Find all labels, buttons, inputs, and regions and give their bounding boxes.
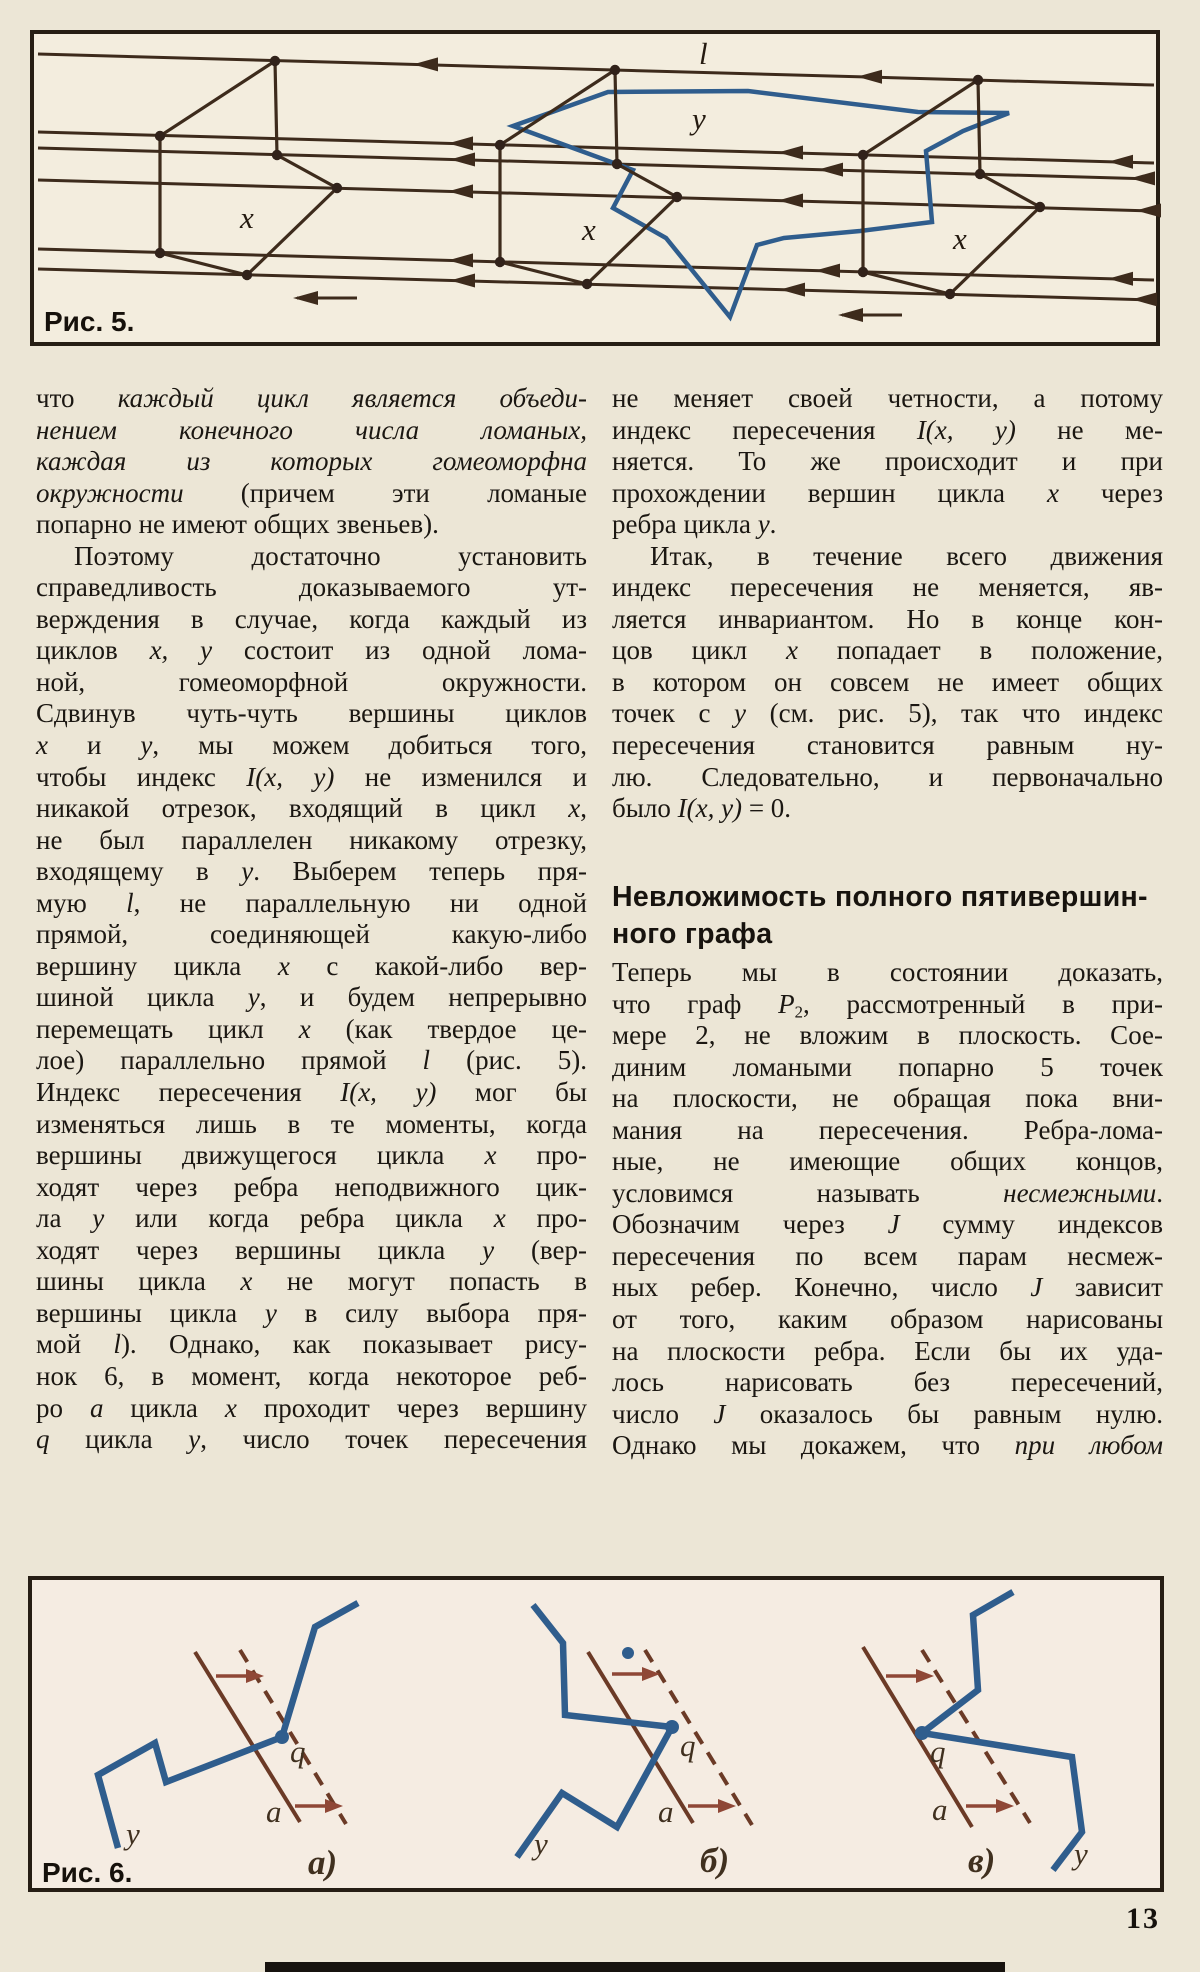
text-line: мой l). Однако, как показывает рису- xyxy=(36,1329,587,1360)
text-line: что каждый цикл является объеди- xyxy=(36,383,587,413)
text-line: лю. Следовательно, и первоначально xyxy=(612,761,1163,792)
right-text-column-bottom xyxy=(612,957,1163,1462)
label-x: x xyxy=(240,200,254,235)
text-line: никакой отрезок, входящий в цикл x, xyxy=(36,793,587,824)
text-line: цов цикл x попадает в положение, xyxy=(612,635,1163,666)
text-line: прохождении вершин цикла x через xyxy=(612,477,1163,508)
vertex-q-dot xyxy=(665,1720,679,1734)
text-line: Итак, в течение всего движения xyxy=(650,540,1163,571)
panel-label: б) xyxy=(700,1841,730,1880)
text-line: верждения в случае, когда каждый из xyxy=(36,603,587,634)
text-line: мере 2, не вложим в плоскость. Сое- xyxy=(612,1020,1163,1051)
text-line: нением конечного числа ломаных, xyxy=(36,414,587,445)
text-line: диним ломаными попарно 5 точек xyxy=(612,1051,1163,1082)
label-y: y xyxy=(692,101,706,136)
vertex-dot xyxy=(495,140,505,150)
label-y: y xyxy=(534,1826,548,1861)
text-line: справедливость доказываемого ут- xyxy=(36,572,587,603)
vertex-dot xyxy=(610,65,620,75)
text-line: было I(x, y) = 0. xyxy=(612,793,792,824)
text-line: в котором он совсем не имеет общих xyxy=(612,666,1163,697)
label-q: q xyxy=(680,1728,696,1763)
text-line: вершины цикла y в силу выбора пря- xyxy=(36,1297,587,1328)
label-q: q xyxy=(930,1734,946,1769)
label-y: y xyxy=(126,1816,140,1851)
label-x: x xyxy=(582,212,596,247)
text-line: x и y, мы можем добиться того, xyxy=(36,730,588,761)
vertex-dot xyxy=(1035,202,1045,212)
text-line: ходят через ребра неподвижного цик- xyxy=(36,1171,587,1202)
text-line: ходят через вершины цикла y (вер- xyxy=(36,1234,587,1265)
text-line: Однако мы докажем, что при любом xyxy=(612,1430,1163,1461)
text-line: циклов x, y состоит из одной лома- xyxy=(36,635,588,666)
text-line: точек с y (см. рис. 5), так что индекс xyxy=(612,698,1163,729)
text-line: попарно не имеют общих звеньев). xyxy=(36,509,439,540)
text-line: ляется инвариантом. Но в конце кон- xyxy=(612,603,1163,634)
page-number: 13 xyxy=(1126,1902,1160,1935)
text-line: ной, гомеоморфной окружности. xyxy=(36,666,587,697)
label-x: x xyxy=(953,221,967,256)
panel-label: в) xyxy=(968,1841,996,1880)
label-l: l xyxy=(699,36,708,71)
text-line: каждая из которых гомеоморфна xyxy=(36,446,587,477)
vertex-dot xyxy=(945,289,955,299)
text-line: ные, не имеющие общих концов, xyxy=(612,1146,1163,1177)
vertex-dot xyxy=(612,159,622,169)
free-vertex-dot xyxy=(622,1647,634,1659)
text-line: условимся называть несмежными. xyxy=(612,1177,1163,1208)
text-line: чтобы индекс I(x, y) не изменился и xyxy=(36,761,587,792)
text-line: лось нарисовать без пересечений, xyxy=(612,1367,1163,1398)
figure-5 xyxy=(32,32,1161,344)
text-line: Обозначим через J сумму индексов xyxy=(612,1209,1163,1240)
text-line: пересечения по всем парам несмеж- xyxy=(612,1240,1163,1271)
text-line: шины цикла x не могут попасть в xyxy=(36,1266,588,1297)
section-heading xyxy=(612,879,1163,953)
text-line: на плоскости, не обращая пока вни- xyxy=(612,1083,1163,1114)
text-line: Индекс пересечения I(x, y) мог бы xyxy=(36,1077,587,1108)
figure-6-caption: Рис. 6. xyxy=(42,1857,133,1888)
label-a: a xyxy=(658,1794,674,1829)
scan-edge-artifact xyxy=(265,1962,1005,1972)
vertex-dot xyxy=(270,56,280,66)
vertex-dot xyxy=(495,257,505,267)
text-line: вершины движущегося цикла x про- xyxy=(36,1140,587,1171)
text-line: вершину цикла x с какой-либо вер- xyxy=(36,950,587,981)
text-line: лое) параллельно прямой l (рис. 5). xyxy=(36,1045,587,1076)
label-q: q xyxy=(290,1734,306,1769)
text-line: Теперь мы в состоянии доказать, xyxy=(612,957,1163,987)
text-line: индекс пересечения I(x, y) не ме- xyxy=(612,414,1163,445)
vertex-dot xyxy=(973,75,983,85)
text-line: входящему в y. Выберем теперь пря- xyxy=(36,856,587,887)
text-line: окружности (причем эти ломаные xyxy=(36,477,587,508)
text-line: мания на пересечения. Ребра-лома- xyxy=(612,1114,1163,1145)
text-line: мую l, не параллельную ни одной xyxy=(36,887,587,918)
vertex-q-dot xyxy=(275,1730,289,1744)
section-heading-line: ного графа xyxy=(612,918,773,950)
label-a: a xyxy=(266,1794,282,1829)
text-line: шиной цикла y, и будем непрерывно xyxy=(36,982,587,1013)
text-line: ных ребер. Конечно, число J зависит xyxy=(612,1272,1163,1303)
text-line: няется. То же происходит и при xyxy=(612,446,1163,477)
label-y: y xyxy=(1074,1836,1088,1871)
text-line: число J оказалось бы равным нулю. xyxy=(612,1398,1163,1429)
text-line: что граф $P_2$, рассмотренный в при- xyxy=(612,988,1164,1022)
text-line: Поэтому достаточно установить xyxy=(74,540,587,571)
text-line: не был параллелен никакому отрезку, xyxy=(36,824,587,855)
text-line: ребра цикла y. xyxy=(612,509,777,540)
text-line: нок 6, в момент, когда некоторое реб- xyxy=(36,1360,587,1391)
vertex-dot xyxy=(272,150,282,160)
section-heading-line: Невложимость полного пятивершин- xyxy=(612,881,1148,913)
text-line: изменяться лишь в те моменты, когда xyxy=(36,1108,587,1139)
figure-6 xyxy=(30,1578,1162,1890)
vertex-q-dot xyxy=(915,1726,929,1740)
text-line: прямой, соединяющей какую-либо xyxy=(36,919,587,950)
text-line: не меняет своей четности, а потому xyxy=(612,383,1163,413)
text-line: ро a цикла x проходит через вершину xyxy=(36,1392,588,1423)
text-line: индекс пересечения не меняется, яв- xyxy=(612,572,1163,603)
right-text-column-top xyxy=(612,383,1163,825)
text-line: Сдвинув чуть-чуть вершины циклов xyxy=(36,698,587,729)
vertex-dot xyxy=(582,279,592,289)
text-line: пересечения становится равным ну- xyxy=(612,730,1163,761)
vertex-dot xyxy=(332,183,342,193)
text-line: ла y или когда ребра цикла x про- xyxy=(36,1203,587,1234)
left-text-column xyxy=(36,383,587,1456)
figure-5-caption: Рис. 5. xyxy=(44,306,135,337)
figure-5-frame xyxy=(32,32,1158,344)
vertex-dot xyxy=(155,248,165,258)
label-a: a xyxy=(932,1792,948,1827)
vertex-dot xyxy=(672,192,682,202)
text-line: от того, каким образом нарисованы xyxy=(612,1304,1163,1335)
vertex-dot xyxy=(858,150,868,160)
text-line: на плоскости ребра. Если бы их уда- xyxy=(612,1335,1163,1366)
vertex-dot xyxy=(858,267,868,277)
vertex-dot xyxy=(242,270,252,280)
text-line: q цикла y, число точек пересечения xyxy=(36,1424,587,1455)
vertex-dot xyxy=(155,131,165,141)
vertex-dot xyxy=(975,169,985,179)
panel-label: а) xyxy=(308,1843,338,1882)
text-line: перемещать цикл x (как твердое це- xyxy=(36,1013,587,1044)
